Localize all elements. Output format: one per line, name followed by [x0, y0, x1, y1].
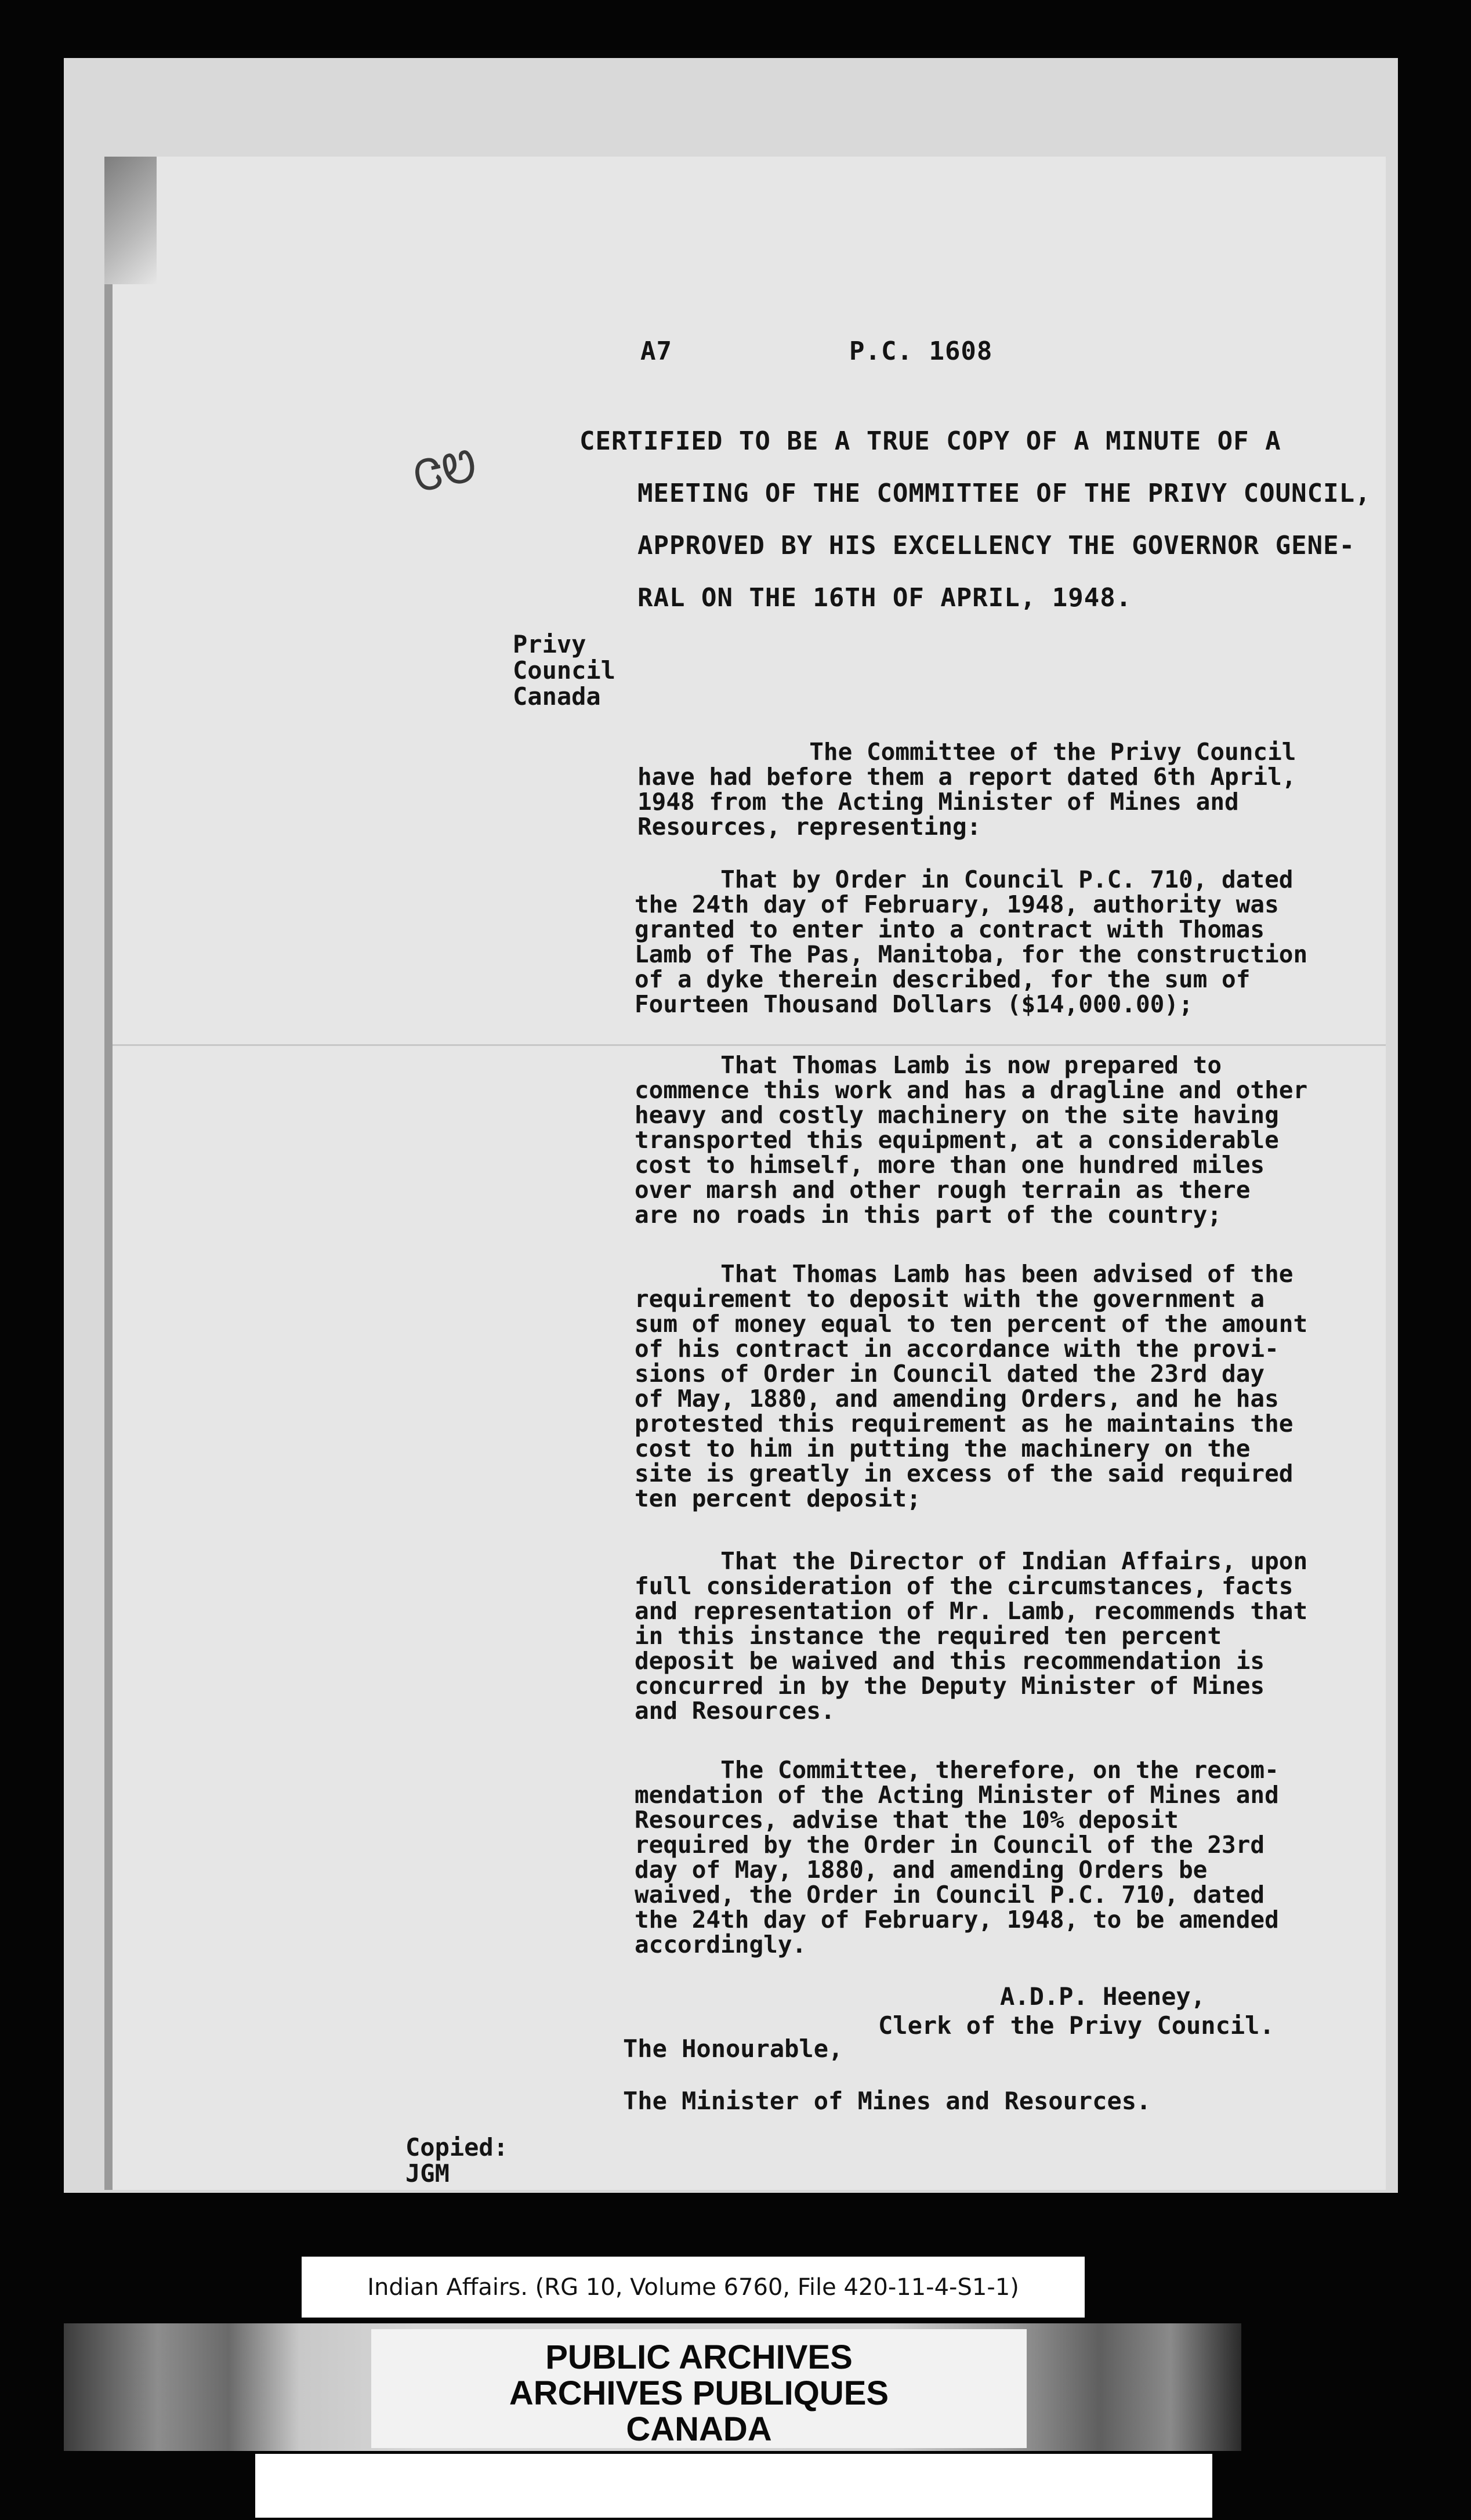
header-pc-number: P.C. 1608 [849, 336, 993, 366]
body-line: commence this work and has a dragline and other [635, 1076, 1308, 1104]
archives-line-fr: ARCHIVES PUBLIQUES [509, 2374, 889, 2412]
signature-title: Clerk of the Privy Council. [878, 2011, 1274, 2040]
body-line: of his contract in accordance with the provi- [635, 1335, 1279, 1363]
archive-reference-text: Indian Affairs. (RG 10, Volume 6760, File 420-11-4-S1-1) [367, 2273, 1019, 2301]
addressee-minister: The Minister of Mines and Resources. [623, 2087, 1151, 2115]
body-line: 1948 from the Acting Minister of Mines and [637, 788, 1239, 816]
body-line: concurred in by the Deputy Minister of Mines [635, 1672, 1265, 1700]
body-line: That Thomas Lamb has been advised of the [635, 1260, 1294, 1288]
body-line: The Committee of the Privy Council [637, 738, 1296, 766]
body-line: That by Order in Council P.C. 710, dated [635, 866, 1294, 893]
body-line: heavy and costly machinery on the site having [635, 1101, 1279, 1129]
side-label-canada: Canada [513, 682, 601, 711]
body-line: Lamb of The Pas, Manitoba, for the construction [635, 940, 1308, 968]
signature-name: A.D.P. Heeney, [1000, 1982, 1206, 2011]
body-line: deposit be waived and this recommendation is [635, 1647, 1265, 1675]
body-line: That the Director of Indian Affairs, upon [635, 1547, 1308, 1575]
archives-line-en: PUBLIC ARCHIVES [545, 2338, 853, 2376]
addressee-honourable: The Honourable, [623, 2034, 843, 2063]
body-line: protested this requirement as he maintains the [635, 1410, 1294, 1438]
body-line: full consideration of the circumstances, facts [635, 1572, 1294, 1600]
page-fold [104, 157, 157, 284]
body-line: sum of money equal to ten percent of the amount [635, 1310, 1308, 1338]
body-line: mendation of the Acting Minister of Mines and [635, 1781, 1279, 1809]
body-line: are no roads in this part of the country; [635, 1201, 1222, 1229]
bottom-blank-label [255, 2454, 1212, 2518]
body-line: ten percent deposit; [635, 1485, 921, 1512]
certified-line-2: MEETING OF THE COMMITTEE OF THE PRIVY COUNCIL, [637, 479, 1371, 508]
archive-reference-label [302, 2257, 1085, 2318]
body-line: of a dyke therein described, for the sum of [635, 965, 1251, 993]
body-line: That Thomas Lamb is now prepared to [635, 1051, 1222, 1079]
header-number: A7 [640, 336, 672, 366]
certified-line-1: CERTIFIED TO BE A TRUE COPY OF A MINUTE OF A [579, 426, 1281, 456]
body-line: accordingly. [635, 1931, 807, 1958]
copied-label: Copied: [405, 2133, 509, 2161]
archives-line-country: CANADA [626, 2410, 772, 2448]
side-label-privy: Privy [513, 630, 586, 658]
body-line: and representation of Mr. Lamb, recommends that [635, 1597, 1308, 1625]
body-line: over marsh and other rough terrain as there [635, 1176, 1251, 1204]
body-line: requirement to deposit with the government a [635, 1285, 1265, 1313]
certified-line-4: RAL ON THE 16TH OF APRIL, 1948. [637, 583, 1132, 613]
body-line: sions of Order in Council dated the 23rd day [635, 1360, 1265, 1388]
page-crease [113, 1044, 1386, 1046]
body-line: in this instance the required ten percent [635, 1622, 1222, 1650]
document-page [104, 157, 1386, 2190]
body-line: site is greatly in excess of the said required [635, 1460, 1294, 1487]
body-line: The Committee, therefore, on the recom- [635, 1756, 1279, 1784]
body-line: Resources, advise that the 10% deposit [635, 1806, 1179, 1834]
body-line: cost to him in putting the machinery on the [635, 1435, 1251, 1462]
body-line: the 24th day of February, 1948, to be amended [635, 1906, 1279, 1934]
body-line: and Resources. [635, 1697, 835, 1725]
body-line: Resources, representing: [637, 813, 981, 841]
body-line: Fourteen Thousand Dollars ($14,000.00); [635, 990, 1193, 1018]
side-label-council: Council [513, 656, 616, 685]
copied-initials: JGM [405, 2159, 450, 2188]
body-line: waived, the Order in Council P.C. 710, dated [635, 1881, 1265, 1909]
body-line: have had before them a report dated 6th April, [637, 763, 1296, 791]
public-archives-label [371, 2329, 1027, 2448]
body-line: the 24th day of February, 1948, authority was [635, 890, 1279, 918]
body-line: granted to enter into a contract with Thomas [635, 915, 1265, 943]
certified-line-3: APPROVED BY HIS EXCELLENCY THE GOVERNOR GENE- [637, 531, 1356, 560]
body-line: day of May, 1880, and amending Orders be [635, 1856, 1208, 1884]
handwritten-mark: ᏣᏬ [410, 440, 481, 502]
body-line: of May, 1880, and amending Orders, and he has [635, 1385, 1279, 1413]
body-line: cost to himself, more than one hundred miles [635, 1151, 1265, 1179]
body-line: transported this equipment, at a considerable [635, 1126, 1279, 1154]
body-line: required by the Order in Council of the 23rd [635, 1831, 1265, 1859]
